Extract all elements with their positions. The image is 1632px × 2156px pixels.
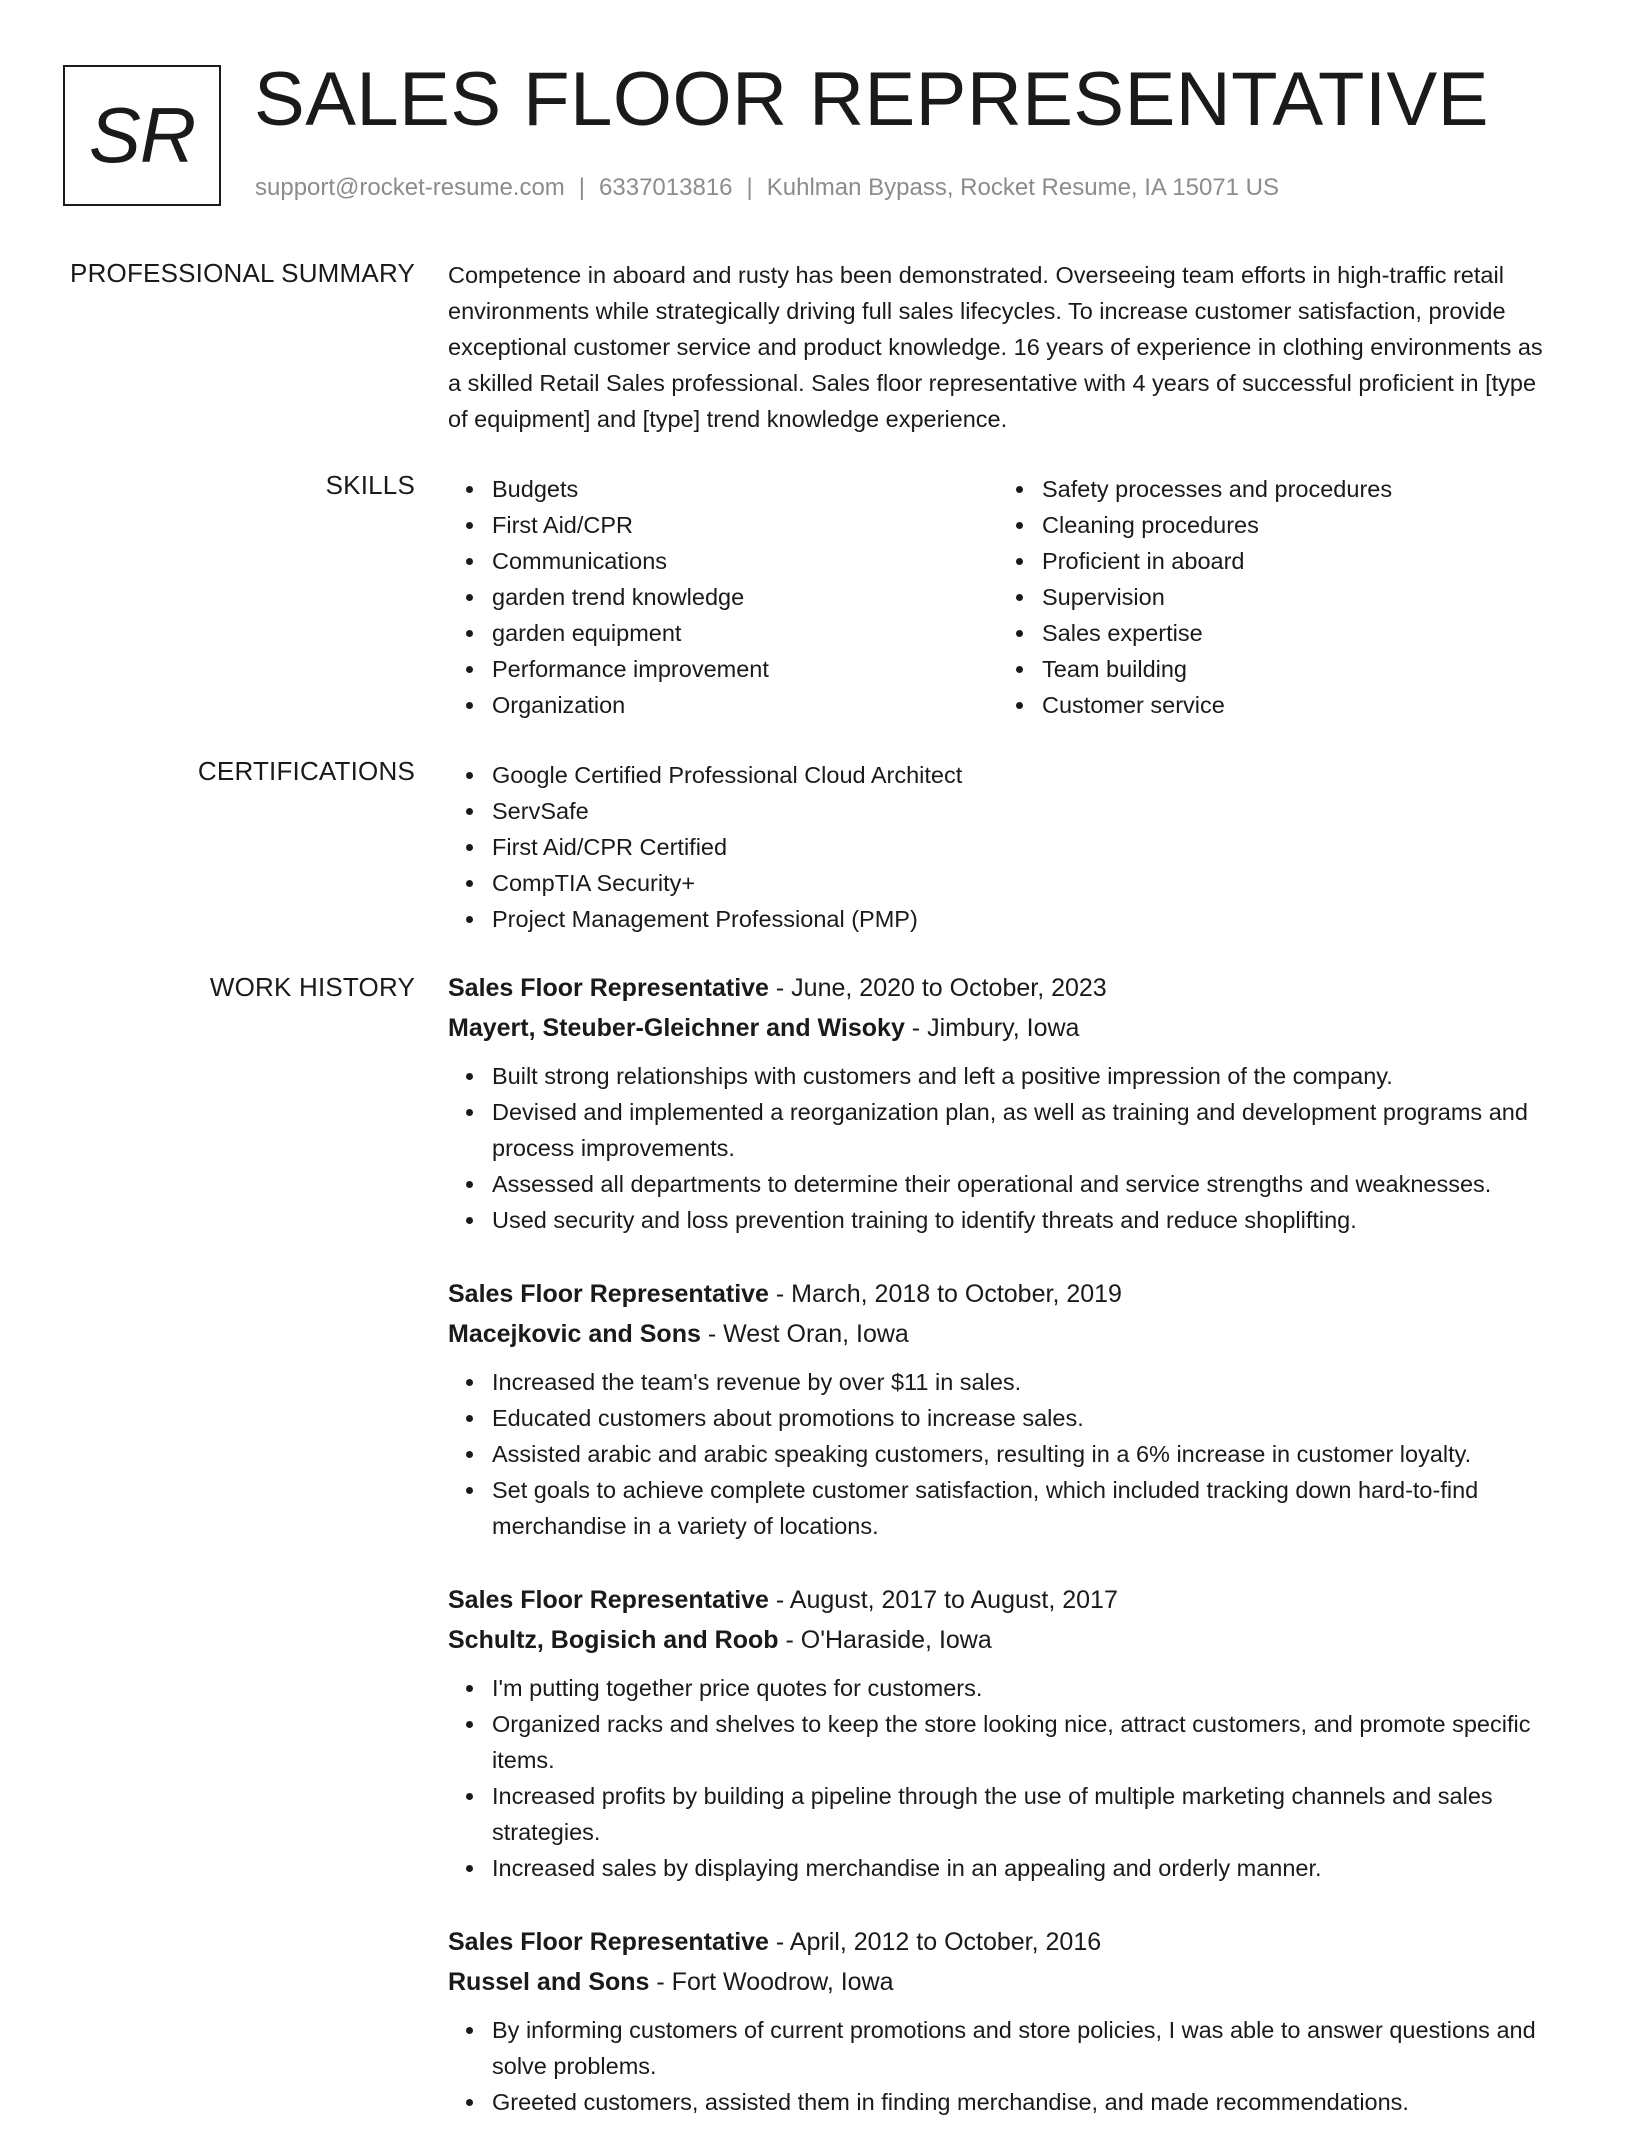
section-label-summary: PROFESSIONAL SUMMARY: [70, 258, 415, 288]
list-item: Devised and implemented a reorganization plan, as well as training and development programs and process improvements.: [492, 1094, 1558, 1166]
job-company-line: [448, 1620, 1558, 1660]
list-item: Organized racks and shelves to keep the store looking nice, attract customers, and promote specific items.: [492, 1706, 1558, 1778]
job-company-line: [448, 1962, 1558, 2002]
job-bullets: [448, 1364, 1558, 1544]
contact-separator: |: [578, 174, 586, 201]
skills-column-left: [448, 471, 998, 723]
skills-grid: [448, 471, 1558, 723]
list-item: garden trend knowledge: [492, 579, 998, 615]
list-item: ServSafe: [492, 793, 1558, 829]
job-title-line: [448, 1922, 1558, 1962]
contact-line: [255, 174, 1279, 202]
job-company: Mayert, Steuber-Gleichner and Wisoky: [448, 1014, 905, 1042]
skills-list-left: [448, 471, 998, 723]
job-location: - Jimbury, Iowa: [904, 1014, 1080, 1042]
monogram-initials: SR: [88, 91, 196, 179]
section-label-skills: SKILLS: [325, 470, 415, 500]
list-item: Set goals to achieve complete customer satisfaction, which included tracking down hard-to-find merchandise in a variety of locations.: [492, 1472, 1558, 1544]
job-entry: [448, 1274, 1558, 1544]
list-item: Increased sales by displaying merchandise in an appealing and orderly manner.: [492, 1850, 1558, 1886]
list-item: Assisted arabic and arabic speaking customers, resulting in a 6% increase in customer loyalty.: [492, 1436, 1558, 1472]
job-title: Sales Floor Representative: [448, 974, 769, 1002]
certifications-section: [448, 757, 1558, 937]
skills-list-right: [998, 471, 1548, 723]
job-title-line: [448, 1580, 1558, 1620]
list-item: Used security and loss prevention training to identify threats and reduce shoplifting.: [492, 1202, 1558, 1238]
list-item: Assessed all departments to determine their operational and service strengths and weaknesses.: [492, 1166, 1558, 1202]
list-item: I'm putting together price quotes for customers.: [492, 1670, 1558, 1706]
contact-address: Kuhlman Bypass, Rocket Resume, IA 15071 US: [766, 174, 1280, 201]
section-label-work-history: WORK HISTORY: [209, 972, 415, 1002]
job-company: Macejkovic and Sons: [448, 1320, 701, 1348]
contact-separator: |: [746, 174, 753, 201]
job-entry: [448, 1580, 1558, 1886]
job-dates: - August, 2017 to August, 2017: [768, 1586, 1118, 1614]
job-company-line: [448, 1008, 1558, 1048]
job-bullets: [448, 1670, 1558, 1886]
list-item: Customer service: [1042, 687, 1548, 723]
job-company: Schultz, Bogisich and Roob: [448, 1626, 779, 1654]
list-item: Sales expertise: [1042, 615, 1548, 651]
job-location: - Fort Woodrow, Iowa: [649, 1968, 894, 1996]
list-item: Supervision: [1042, 579, 1548, 615]
job-company-line: [448, 1314, 1558, 1354]
list-item: First Aid/CPR: [492, 507, 998, 543]
resume-title: SALES FLOOR REPRESENTATIVE: [254, 57, 1489, 142]
job-entry: [448, 1922, 1558, 2120]
list-item: Proficient in aboard: [1042, 543, 1548, 579]
summary-text: Competence in aboard and rusty has been demonstrated. Overseeing team efforts in high-traffic retail environments while strategically driving full sales lifecycles. To increase customer satisfaction, provide exceptional customer service and product knowledge. 16 years of experience in clothing environments as a skilled Retail Sales professional. Sales floor representative with 4 years of successful proficient in [type of equipment] and [type] trend knowledge experience.: [448, 262, 1543, 432]
skills-section: [448, 471, 1558, 723]
job-dates: - June, 2020 to October, 2023: [768, 974, 1107, 1002]
job-entry: [448, 968, 1558, 1238]
list-item: Safety processes and procedures: [1042, 471, 1548, 507]
list-item: Increased profits by building a pipeline through the use of multiple marketing channels and sales strategies.: [492, 1778, 1558, 1850]
skills-column-right: [998, 471, 1548, 723]
list-item: By informing customers of current promotions and store policies, I was able to answer questions and solve problems.: [492, 2012, 1558, 2084]
job-company: Russel and Sons: [448, 1968, 650, 1996]
list-item: Greeted customers, assisted them in finding merchandise, and made recommendations.: [492, 2084, 1558, 2120]
list-item: Performance improvement: [492, 651, 998, 687]
summary-section: [448, 257, 1558, 437]
list-item: Team building: [1042, 651, 1548, 687]
list-item: Cleaning procedures: [1042, 507, 1548, 543]
certifications-list: [448, 757, 1558, 937]
contact-phone[interactable]: 6337013816: [599, 174, 733, 201]
section-label-certifications: CERTIFICATIONS: [197, 756, 415, 786]
list-item: Educated customers about promotions to increase sales.: [492, 1400, 1558, 1436]
job-bullets: [448, 2012, 1558, 2120]
job-bullets: [448, 1058, 1558, 1238]
job-dates: - March, 2018 to October, 2019: [768, 1280, 1122, 1308]
list-item: Google Certified Professional Cloud Architect: [492, 757, 1558, 793]
list-item: Communications: [492, 543, 998, 579]
list-item: Organization: [492, 687, 998, 723]
list-item: CompTIA Security+: [492, 865, 1558, 901]
job-dates: - April, 2012 to October, 2016: [768, 1928, 1102, 1956]
job-location: - O'Haraside, Iowa: [778, 1626, 992, 1654]
list-item: Budgets: [492, 471, 998, 507]
list-item: First Aid/CPR Certified: [492, 829, 1558, 865]
list-item: Project Management Professional (PMP): [492, 901, 1558, 937]
work-history-section: [448, 968, 1558, 2156]
contact-email[interactable]: support@rocket-resume.com: [255, 174, 565, 201]
list-item: Increased the team's revenue by over $11 in sales.: [492, 1364, 1558, 1400]
list-item: Built strong relationships with customers and left a positive impression of the company.: [492, 1058, 1558, 1094]
job-title-line: [448, 968, 1558, 1008]
job-title: Sales Floor Representative: [448, 1928, 769, 1956]
monogram-badge: [63, 65, 221, 206]
job-title-line: [448, 1274, 1558, 1314]
job-location: - West Oran, Iowa: [700, 1320, 909, 1348]
job-title: Sales Floor Representative: [448, 1280, 769, 1308]
list-item: garden equipment: [492, 615, 998, 651]
job-title: Sales Floor Representative: [448, 1586, 769, 1614]
